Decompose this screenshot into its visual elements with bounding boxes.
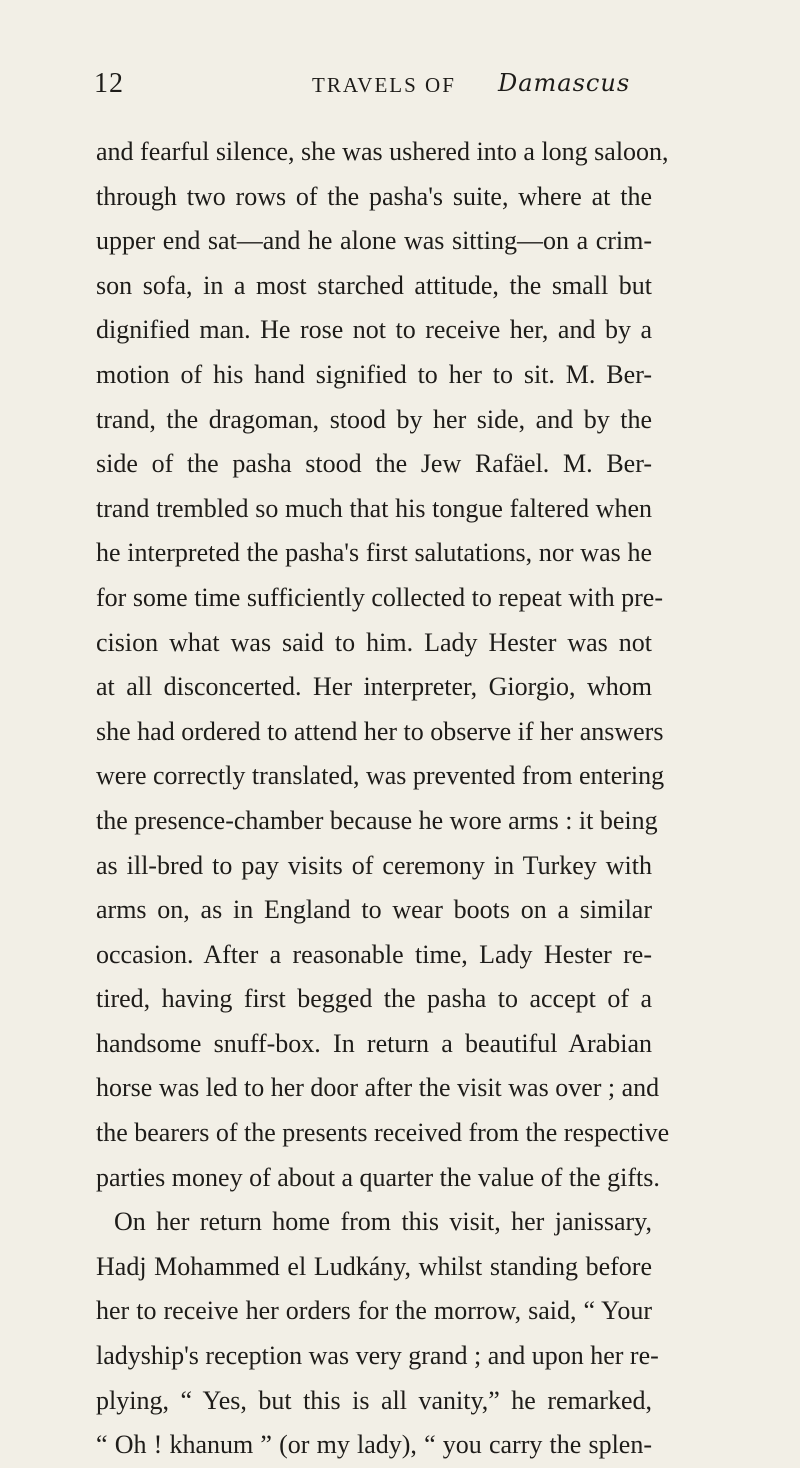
text-line: were correctly translated, was prevented from entering bbox=[96, 761, 665, 791]
text-line: arms on, as in England to wear boots on a similar bbox=[96, 895, 652, 925]
running-title: TRAVELS OF bbox=[312, 73, 456, 97]
text-line: as ill-bred to pay visits of ceremony in Turkey with bbox=[96, 850, 652, 880]
text-line: side of the pasha stood the Jew Rafäel. M. Ber- bbox=[96, 449, 652, 479]
text-line: horse was led to her door after the visit was over ; and bbox=[96, 1073, 660, 1103]
text-line: upper end sat—and he alone was sitting—on a crim- bbox=[96, 226, 652, 256]
page-number: 12 bbox=[94, 68, 124, 99]
text-line: trand, the dragoman, stood by her side, and by the bbox=[96, 404, 652, 434]
running-head bbox=[94, 68, 650, 108]
text-line: she had ordered to attend her to observe if her answers bbox=[96, 716, 664, 746]
text-line: he interpreted the pasha's first salutations, nor was he bbox=[96, 538, 652, 568]
text-line: parties money of about a quarter the value of the gifts. bbox=[96, 1162, 660, 1192]
text-line: cision what was said to him. Lady Hester was not bbox=[96, 627, 652, 657]
text-line: for some time sufficiently collected to repeat with pre- bbox=[96, 582, 663, 612]
text-line: handsome snuff-box. In return a beautiful Arabian bbox=[96, 1028, 652, 1058]
text-line: son sofa, in a most starched attitude, the small but bbox=[96, 270, 652, 300]
text-line: the bearers of the presents received from the respective bbox=[96, 1118, 670, 1148]
text-line: occasion. After a reasonable time, Lady Hester re- bbox=[96, 939, 652, 969]
text-line: Hadj Mohammed el Ludkány, whilst standing before bbox=[96, 1251, 652, 1281]
text-line: motion of his hand signified to her to sit. M. Ber- bbox=[96, 359, 652, 389]
running-title-place: Damascus bbox=[498, 69, 631, 97]
text-line: her to receive her orders for the morrow, said, “ Your bbox=[96, 1296, 652, 1326]
text-line: ladyship's reception was very grand ; and upon her re- bbox=[96, 1341, 659, 1371]
text-line: plying, “ Yes, but this is all vanity,” he remarked, bbox=[96, 1385, 652, 1415]
text-line: dignified man. He rose not to receive her, and by a bbox=[96, 315, 652, 345]
text-line: “ Oh ! khanum ” (or my lady), “ you carry the splen- bbox=[96, 1430, 652, 1460]
text-line: tired, having first begged the pasha to accept of a bbox=[96, 984, 652, 1014]
text-line: the presence-chamber because he wore arms : it being bbox=[96, 805, 658, 835]
text-line: through two rows of the pasha's suite, where at the bbox=[96, 181, 652, 211]
text-line: at all disconcerted. Her interpreter, Giorgio, whom bbox=[96, 672, 652, 702]
text-line: trand trembled so much that his tongue faltered when bbox=[96, 493, 652, 523]
body-text bbox=[96, 130, 670, 1468]
text-line: and fearful silence, she was ushered into a long saloon, bbox=[96, 137, 669, 166]
text-line-paragraph-start: On her return home from this visit, her janissary, bbox=[114, 1207, 652, 1237]
